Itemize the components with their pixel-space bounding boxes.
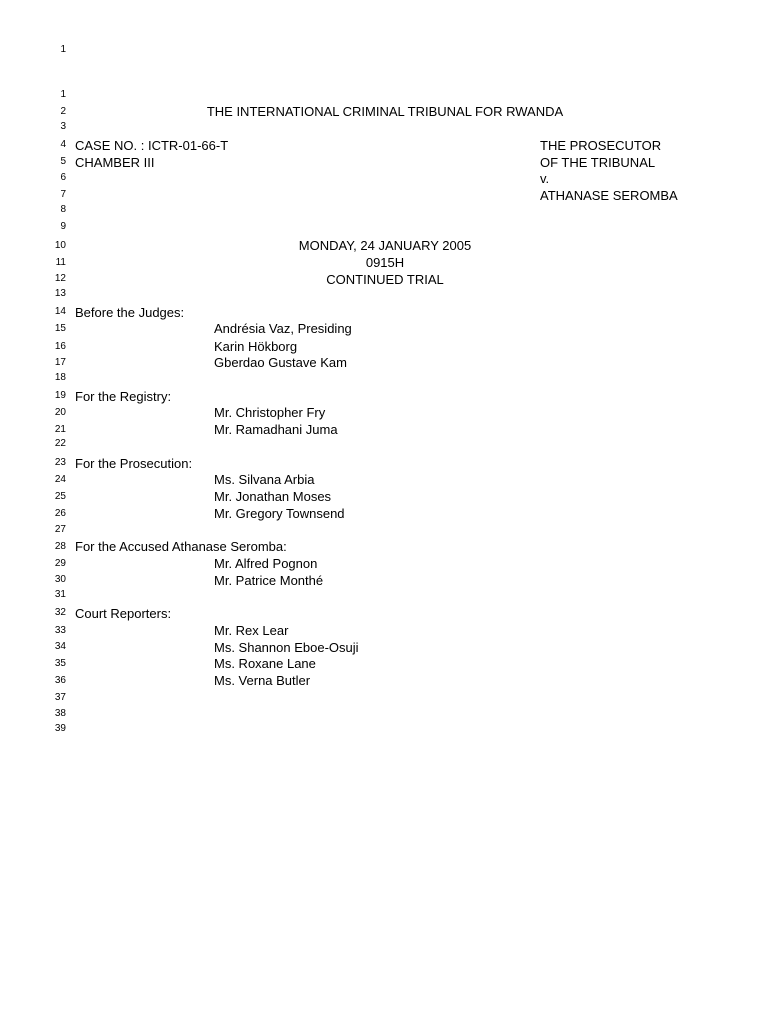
line-number: 21 <box>54 424 66 435</box>
chamber: CHAMBER III <box>75 155 155 170</box>
accused-name: ATHANASE SEROMBA <box>540 188 678 203</box>
line-number: 35 <box>54 658 66 669</box>
line-number: 4 <box>60 139 66 150</box>
prosecution-label: For the Prosecution: <box>75 456 193 471</box>
judge-name: Gberdao Gustave Kam <box>214 355 347 370</box>
reporter-name: Ms. Roxane Lane <box>214 656 316 671</box>
defence-name: Mr. Patrice Monthé <box>214 573 324 588</box>
line-number: 23 <box>54 457 66 468</box>
line-number: 14 <box>54 306 66 317</box>
party-prosecutor-line-2: OF THE TRIBUNAL <box>540 155 656 170</box>
defence-label: For the Accused Athanase Seromba: <box>75 539 287 554</box>
page-number: 1 <box>60 44 66 55</box>
line-number: 16 <box>54 341 66 352</box>
prosecution-name: Mr. Jonathan Moses <box>214 489 332 504</box>
judges-label: Before the Judges: <box>75 305 185 320</box>
line-number: 22 <box>54 438 66 449</box>
line-number: 25 <box>54 491 66 502</box>
line-number: 15 <box>54 323 66 334</box>
versus: v. <box>540 171 550 186</box>
line-number: 2 <box>60 106 66 117</box>
defence-name: Mr. Alfred Pognon <box>214 556 318 571</box>
session-date: MONDAY, 24 JANUARY 2005 <box>298 238 472 253</box>
party-prosecutor: THE PROSECUTOR <box>540 138 662 153</box>
line-number: 24 <box>54 474 66 485</box>
reporter-name: Mr. Rex Lear <box>214 623 289 638</box>
line-number: 38 <box>54 708 66 719</box>
line-number: 6 <box>60 172 66 183</box>
session-time: 0915H <box>365 255 405 270</box>
reporters-label: Court Reporters: <box>75 606 172 621</box>
tribunal-title: THE INTERNATIONAL CRIMINAL TRIBUNAL FOR RWANDA <box>206 104 564 119</box>
line-number: 32 <box>54 607 66 618</box>
session-type: CONTINUED TRIAL <box>326 272 444 287</box>
line-number: 19 <box>54 390 66 401</box>
line-number: 13 <box>54 288 66 299</box>
line-number: 39 <box>54 723 66 734</box>
registry-name: Mr. Christopher Fry <box>214 405 326 420</box>
line-number: 26 <box>54 508 66 519</box>
registry-label: For the Registry: <box>75 389 172 404</box>
prosecution-name: Mr. Gregory Townsend <box>214 506 345 521</box>
line-number: 31 <box>54 589 66 600</box>
line-number: 5 <box>60 156 66 167</box>
line-number: 28 <box>54 541 66 552</box>
line-number: 36 <box>54 675 66 686</box>
line-number: 11 <box>55 257 66 268</box>
line-number: 17 <box>54 357 66 368</box>
line-number: 27 <box>54 524 66 535</box>
prosecution-name: Ms. Silvana Arbia <box>214 472 315 487</box>
line-number: 37 <box>54 692 66 703</box>
registry-name: Mr. Ramadhani Juma <box>214 422 338 437</box>
judge-name: Karin Hökborg <box>214 339 298 354</box>
line-number: 7 <box>60 189 66 200</box>
line-number: 9 <box>60 221 66 232</box>
line-number: 34 <box>54 641 66 652</box>
reporter-name: Ms. Shannon Eboe-Osuji <box>214 640 359 655</box>
line-number: 18 <box>54 372 66 383</box>
case-number: CASE NO. : ICTR-01-66-T <box>75 138 229 153</box>
reporter-name: Ms. Verna Butler <box>214 673 311 688</box>
line-number: 33 <box>54 625 66 636</box>
line-number: 3 <box>60 121 66 132</box>
line-number: 30 <box>54 574 66 585</box>
line-number: 1 <box>60 89 66 100</box>
line-number: 20 <box>54 407 66 418</box>
line-number: 29 <box>54 558 66 569</box>
judge-name: Andrésia Vaz, Presiding <box>214 321 352 336</box>
line-number: 12 <box>54 273 66 284</box>
line-number: 10 <box>54 240 66 251</box>
line-number: 8 <box>60 204 66 215</box>
